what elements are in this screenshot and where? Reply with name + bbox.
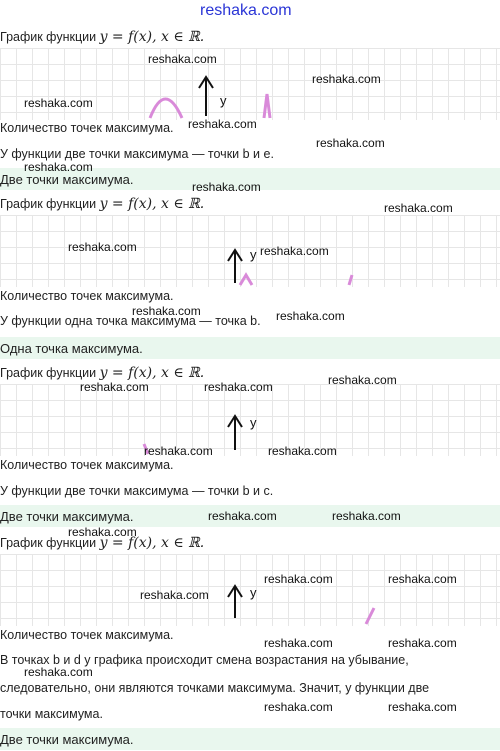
watermark: reshaka.com [24, 665, 93, 679]
graph-curve [349, 275, 352, 285]
watermark: reshaka.com [276, 309, 345, 323]
task-4-explanation-line-1: В точках b и d у графика происходит смена возрастания на убывание, [0, 653, 409, 667]
watermark: reshaka.com [260, 244, 329, 258]
heading-prefix: График функции [0, 536, 97, 550]
task-2-answer-band [0, 337, 500, 359]
task-3-heading [0, 366, 204, 381]
y-axis-label: y [220, 93, 227, 108]
watermark: reshaka.com [80, 380, 149, 394]
task-2-explanation: У функции одна точка максимума — точка b. [0, 314, 261, 328]
graph-curve [150, 99, 182, 118]
y-axis-label: y [250, 247, 257, 262]
watermark: reshaka.com [68, 240, 137, 254]
watermark: reshaka.com [328, 373, 397, 387]
task-2-answer: Одна точка максимума. [0, 341, 143, 356]
watermark: reshaka.com [68, 525, 137, 539]
graph-curve [240, 275, 252, 285]
watermark: reshaka.com [132, 304, 201, 318]
watermark: reshaka.com [192, 180, 261, 194]
watermark: reshaka.com [264, 700, 333, 714]
task-2-heading [0, 197, 204, 212]
heading-prefix: График функции [0, 366, 97, 380]
watermark: reshaka.com [208, 509, 277, 523]
watermark: reshaka.com [388, 572, 457, 586]
watermark: reshaka.com [316, 136, 385, 150]
watermark: reshaka.com [384, 201, 453, 215]
watermark: reshaka.com [140, 588, 209, 602]
watermark: reshaka.com [312, 72, 381, 86]
watermark: reshaka.com [332, 509, 401, 523]
watermark: reshaka.com [264, 636, 333, 650]
watermark: reshaka.com [188, 117, 257, 131]
task-3-explanation: У функции две точки максимума — точки b и c. [0, 484, 274, 498]
watermark: reshaka.com [264, 572, 333, 586]
task-1-answer: Две точки максимума. [0, 172, 134, 187]
y-axis-label: y [250, 585, 257, 600]
task-4-answer-band [0, 728, 500, 750]
watermark: reshaka.com [388, 700, 457, 714]
watermark-top: reshaka.com [200, 2, 292, 19]
task-1-heading [0, 30, 204, 45]
heading-math: y = f(x), x ∈ ℝ. [99, 535, 205, 551]
heading-prefix: График функции [0, 30, 97, 44]
task-4-explanation-line-2: следовательно, они являются точками максимума. Значит, у функции две [0, 681, 430, 695]
task-2-question: Количество точек максимума. [0, 289, 174, 303]
heading-math: y = f(x), x ∈ ℝ. [99, 196, 205, 212]
watermark: reshaka.com [388, 636, 457, 650]
task-4-answer: Две точки максимума. [0, 732, 134, 747]
task-4-question: Количество точек максимума. [0, 628, 174, 642]
graph-curve [264, 94, 270, 118]
heading-math: y = f(x), x ∈ ℝ. [99, 365, 205, 381]
heading-prefix: График функции [0, 197, 97, 211]
watermark: reshaka.com [24, 160, 93, 174]
task-3-question: Количество точек максимума. [0, 458, 174, 472]
watermark: reshaka.com [268, 444, 337, 458]
task-1-explanation: У функции две точки максимума — точки b и e. [0, 147, 274, 161]
task-3-answer: Две точки максимума. [0, 509, 134, 524]
watermark: reshaka.com [148, 52, 217, 66]
watermark: reshaka.com [24, 96, 93, 110]
y-axis-label: y [250, 415, 257, 430]
task-1-question: Количество точек максимума. [0, 121, 174, 135]
task-4-explanation-line-3: точки максимума. [0, 707, 103, 721]
watermark: reshaka.com [144, 444, 213, 458]
watermark: reshaka.com [204, 380, 273, 394]
heading-math: y = f(x), x ∈ ℝ. [99, 29, 205, 45]
graph-curve [366, 608, 374, 624]
